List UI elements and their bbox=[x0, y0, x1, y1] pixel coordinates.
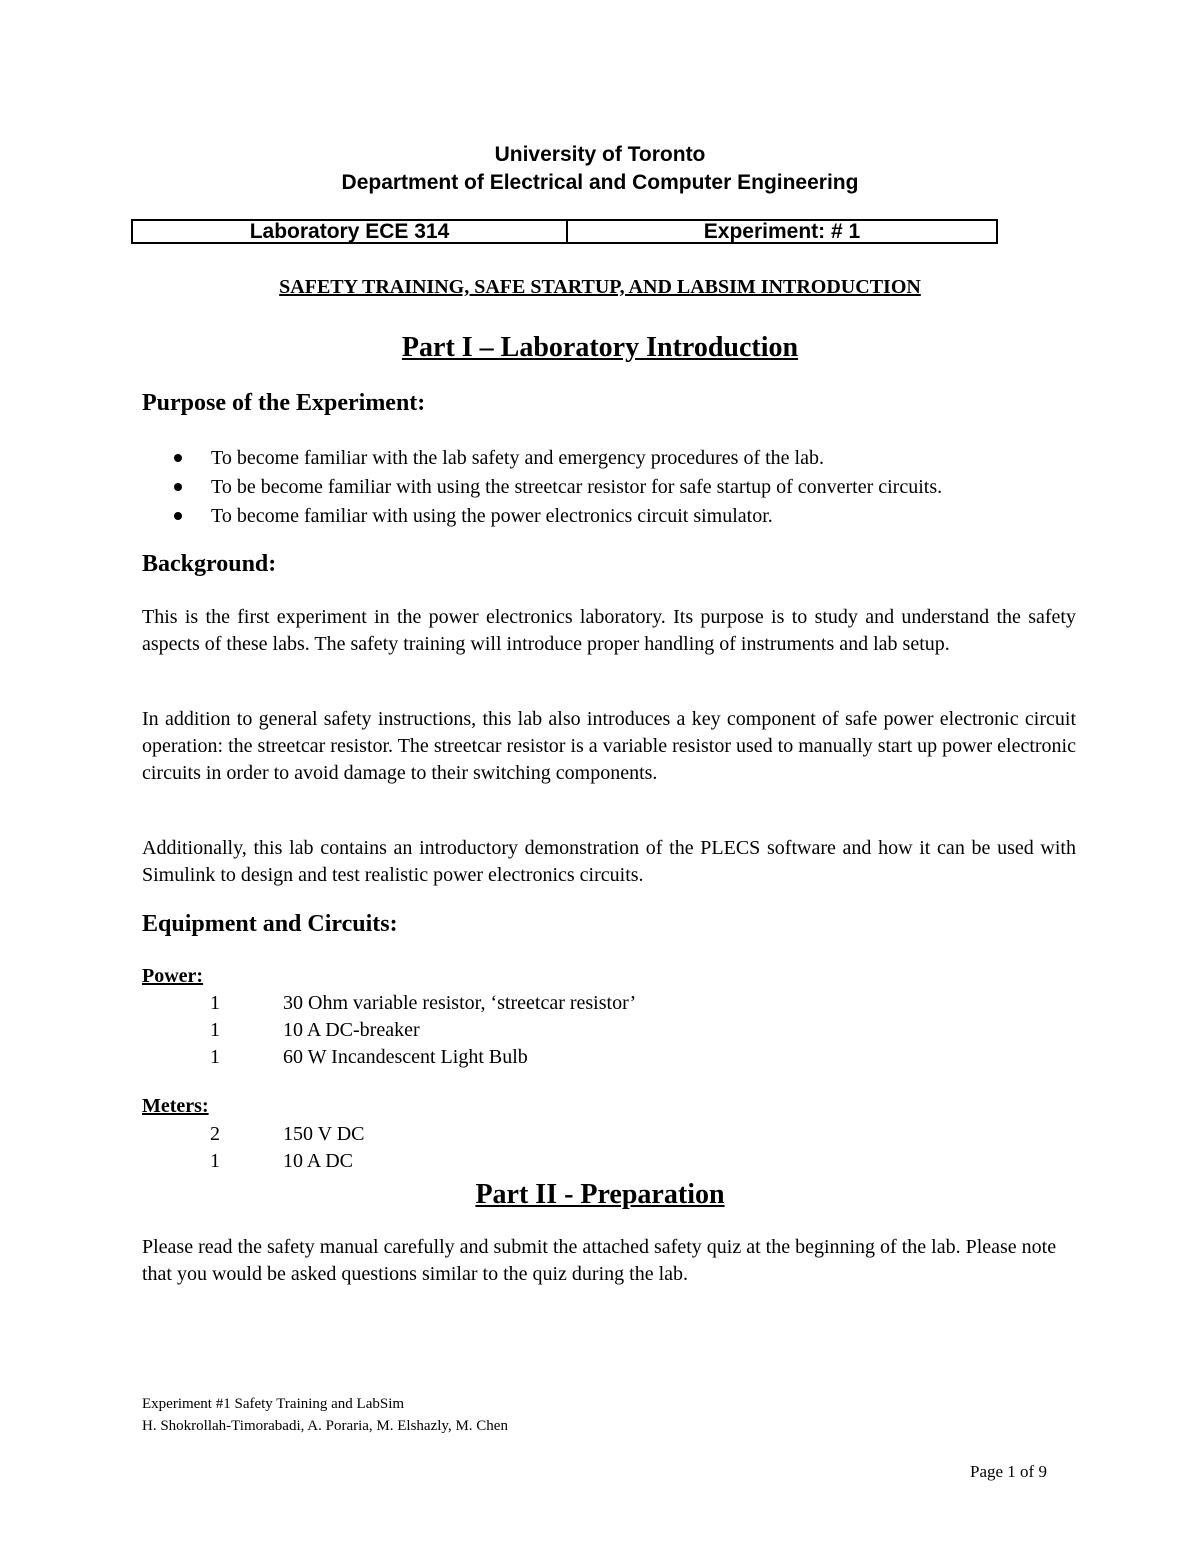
document-title: SAFETY TRAINING, SAFE STARTUP, AND LABSIM INTRODUCTION bbox=[279, 276, 921, 298]
preparation-paragraph: Please read the safety manual carefully and submit the attached safety quiz at the beginning of the lab. Please note that you would be asked questions similar to the quiz during the lab. bbox=[142, 1236, 1057, 1285]
part1-title: Part I – Laboratory Introduction bbox=[401, 332, 799, 363]
lab-info-table bbox=[131, 219, 998, 244]
background-heading: Background: bbox=[142, 551, 277, 577]
department-name: Department of Electrical and Computer Engineering bbox=[341, 171, 859, 194]
part2-title: Part II - Preparation bbox=[475, 1179, 725, 1210]
footer-experiment-title: Experiment #1 Safety Training and LabSim bbox=[142, 1396, 405, 1412]
bullet-icon bbox=[174, 483, 182, 491]
equipment-quantity: 1 bbox=[210, 1046, 220, 1068]
equipment-row bbox=[210, 990, 636, 1017]
list-item bbox=[172, 502, 942, 531]
equipment-row bbox=[210, 1148, 353, 1175]
list-item-text: To be become familiar with using the streetcar resistor for safe startup of converter circuits. bbox=[211, 476, 943, 498]
list-item-text: To become familiar with using the power electronics circuit simulator. bbox=[211, 505, 773, 527]
equipment-description: 10 A DC-breaker bbox=[283, 1019, 420, 1041]
power-label: Power: bbox=[142, 965, 204, 987]
list-item bbox=[172, 473, 942, 502]
experiment-number-cell: Experiment: # 1 bbox=[703, 219, 861, 243]
list-item-text: To become familiar with the lab safety and emergency procedures of the lab. bbox=[211, 447, 824, 469]
equipment-quantity: 1 bbox=[210, 1150, 220, 1172]
list-item bbox=[172, 444, 942, 473]
equipment-description: 30 Ohm variable resistor, ‘streetcar resistor’ bbox=[283, 992, 637, 1014]
background-paragraph-3: Additionally, this lab contains an introductory demonstration of the PLECS software and how it can be used with Simulink to design and test realistic power electronics circuits. bbox=[142, 837, 1076, 886]
equipment-quantity: 2 bbox=[210, 1123, 220, 1145]
equipment-description: 150 V DC bbox=[283, 1123, 365, 1145]
background-paragraph-1: This is the first experiment in the power electronics laboratory. Its purpose is to study and understand the safety aspects of these labs. The safety training will introduce proper handling of instruments and lab setup. bbox=[142, 606, 1076, 655]
university-name: University of Toronto bbox=[494, 143, 706, 166]
equipment-quantity: 1 bbox=[210, 1019, 220, 1041]
equipment-description: 60 W Incandescent Light Bulb bbox=[283, 1046, 528, 1068]
equipment-row bbox=[210, 1044, 528, 1071]
bullet-icon bbox=[174, 454, 182, 462]
page-number: Page 1 of 9 bbox=[970, 1462, 1047, 1481]
equipment-row bbox=[210, 1121, 365, 1148]
footer-authors: H. Shokrollah-Timorabadi, A. Poraria, M. Elshazly, M. Chen bbox=[142, 1418, 508, 1434]
equipment-row bbox=[210, 1017, 420, 1044]
purpose-heading: Purpose of the Experiment: bbox=[142, 390, 426, 416]
equipment-quantity: 1 bbox=[210, 992, 220, 1014]
lab-course-cell: Laboratory ECE 314 bbox=[133, 221, 568, 242]
purpose-list bbox=[172, 444, 942, 531]
equipment-heading: Equipment and Circuits: bbox=[142, 911, 398, 937]
background-paragraph-2: In addition to general safety instructions, this lab also introduces a key component of safe power electronic circuit operation: the streetcar resistor. The streetcar resistor is a variable resistor used to manually start up power electronic circuits in order to avoid damage to their switching components. bbox=[142, 708, 1076, 784]
meters-label: Meters: bbox=[142, 1095, 209, 1117]
bullet-icon bbox=[174, 512, 182, 520]
equipment-description: 10 A DC bbox=[283, 1150, 354, 1172]
